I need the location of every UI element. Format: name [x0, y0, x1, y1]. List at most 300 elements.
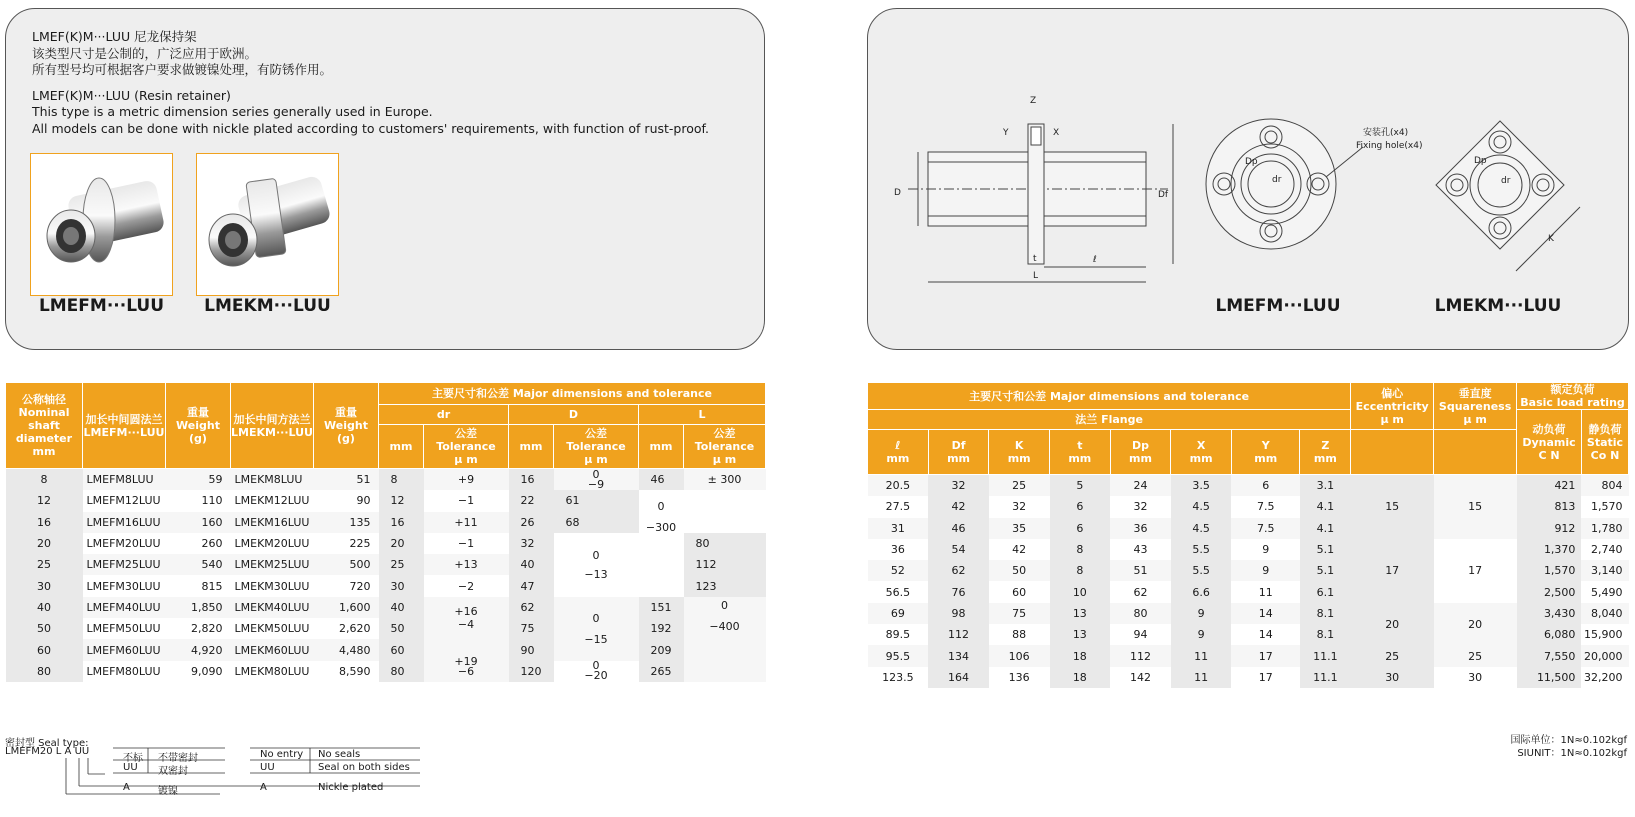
right-cell: 20.5 [868, 475, 929, 497]
left-cell: 40 [509, 554, 554, 575]
dim-L: L [1033, 271, 1039, 281]
left-cell: 16 [379, 512, 424, 533]
right-cell: 98 [928, 603, 989, 624]
left-cell: +13 [424, 554, 509, 575]
right-cell: 94 [1110, 624, 1171, 645]
right-cell: 54 [928, 539, 989, 560]
left-cell: +9 [424, 469, 509, 491]
intro-en-line1: This type is a metric dimension series generally used in Europe. [32, 104, 433, 119]
seal-en-1-code: UU [260, 762, 275, 773]
th-flange: 法兰 Flange [868, 410, 1351, 430]
th-lmefm: 加长中间圆法兰 LMEFM···LUU [83, 383, 166, 469]
seal-cn-2-desc: 镀镍 [158, 786, 178, 797]
left-cell: 192 [639, 618, 684, 639]
left-cell: 51 [314, 469, 379, 491]
right-cell: 4.5 [1171, 518, 1232, 539]
left-cell: 1,600 [314, 597, 379, 618]
right-cell: 52 [868, 560, 929, 581]
right-cell: 3.5 [1171, 475, 1232, 497]
right-cell: 36 [1110, 518, 1171, 539]
left-cell: −1 [424, 490, 509, 511]
left-cell: LMEKM40LUU [231, 597, 314, 618]
left-cell: 16 [6, 512, 83, 533]
seal-cn-1-desc: 双密封 [158, 766, 188, 777]
left-cell: 12 [6, 490, 83, 511]
squareness-cell: 15 [1434, 475, 1517, 539]
seal-en-2-code: A [260, 782, 267, 793]
right-cell: 88 [989, 624, 1050, 645]
right-cell: 76 [928, 581, 989, 602]
left-cell: 815 [166, 575, 231, 596]
left-cell: 25 [6, 554, 83, 575]
th-D-mm: mm [509, 425, 554, 469]
squareness-cell: 25 [1434, 645, 1517, 666]
left-cell: 47 [509, 575, 554, 596]
left-cell: 9,090 [166, 661, 231, 682]
dim-Y: Y [1003, 128, 1009, 138]
dim-l: ℓ [1093, 255, 1097, 265]
right-cell: 6 [1231, 475, 1300, 497]
th-major: 主要尺寸和公差 Major dimensions and tolerance [379, 383, 766, 405]
dynamic-load-cell: 813 [1517, 496, 1582, 517]
right-cell: 95.5 [868, 645, 929, 666]
right-cell: 11 [1231, 581, 1300, 602]
right-table-row [868, 475, 1629, 497]
static-load-cell: 2,740 [1581, 539, 1628, 560]
th-D-tol: 公差 Tolerance μ m [554, 425, 639, 469]
left-cell: 26 [509, 512, 554, 533]
left-cell: LMEFM50LUU [83, 618, 166, 639]
right-cell: 42 [989, 539, 1050, 560]
right-cell: 36 [868, 539, 929, 560]
right-cell: 9 [1231, 560, 1300, 581]
dynamic-load-cell: 3,430 [1517, 603, 1582, 624]
left-cell: 120 [509, 661, 554, 682]
dim-Dp-square: Dp [1474, 156, 1487, 166]
right-cell: 8.1 [1300, 624, 1351, 645]
th-l: ℓ mm [868, 430, 929, 475]
product-name-lmekm: LMEKM···LUU [204, 296, 331, 316]
left-cell: 135 [314, 512, 379, 533]
left-cell: 61 [554, 490, 639, 511]
right-cell: 8 [1050, 560, 1111, 581]
fixing-hole-en: Fixing hole(x4) [1356, 141, 1423, 151]
right-cell: 13 [1050, 603, 1111, 624]
right-cell: 11 [1171, 667, 1232, 688]
right-cell: 11 [1171, 645, 1232, 666]
left-cell: 0 −20 [554, 661, 639, 682]
left-cell: 16 [509, 469, 554, 491]
th-Y: Y mm [1231, 430, 1300, 475]
left-table-row [6, 618, 766, 639]
fixing-hole-cn: 安装孔(x4) [1363, 128, 1409, 138]
right-cell: 32 [1110, 496, 1171, 517]
dynamic-load-cell: 912 [1517, 518, 1582, 539]
seal-cn-0-desc: 不带密封 [158, 753, 198, 764]
th-weight-2: 重量 Weight (g) [314, 383, 379, 469]
intro-en-line2: All models can be done with nickle plated according to customers' requirements, with function of rust-proof. [32, 120, 709, 136]
dim-Z: Z [1030, 96, 1037, 106]
right-cell: 7.5 [1231, 496, 1300, 517]
left-cell: LMEKM8LUU [231, 469, 314, 491]
right-cell: 106 [989, 645, 1050, 666]
left-cell: 2,620 [314, 618, 379, 639]
static-load-cell: 32,200 [1581, 667, 1628, 688]
seal-cn-1-code: UU [123, 762, 138, 773]
right-cell: 7.5 [1231, 518, 1300, 539]
right-cell: 46 [928, 518, 989, 539]
right-cell: 62 [1110, 581, 1171, 602]
eccentricity-cell: 17 [1351, 539, 1434, 603]
right-cell: 5 [1050, 475, 1111, 497]
unit-note-cn: 国际单位：1N≈0.102kgf [1510, 735, 1627, 746]
right-cell: 112 [1110, 645, 1171, 666]
th-static: 静负荷 Static Co N [1581, 410, 1628, 475]
right-cell: 25 [989, 475, 1050, 497]
bearing-square-flange-image [197, 154, 337, 294]
drawing-name-lmefm: LMEFM···LUU [1215, 296, 1341, 316]
drawing-name-lmekm: LMEKM···LUU [1434, 296, 1562, 316]
right-cell: 14 [1231, 624, 1300, 645]
eccentricity-cell: 30 [1351, 667, 1434, 688]
left-cell: 8,590 [314, 661, 379, 682]
right-cell: 62 [928, 560, 989, 581]
left-cell: LMEFM16LUU [83, 512, 166, 533]
dynamic-load-cell: 1,570 [1517, 560, 1582, 581]
intro-cn-title: LMEF(K)M···LUU 尼龙保持架 [32, 29, 197, 44]
right-table-row [868, 667, 1629, 688]
th-dr: dr [379, 405, 509, 425]
right-table-row [868, 603, 1629, 624]
eccentricity-cell: 25 [1351, 645, 1434, 666]
static-load-cell: 804 [1581, 475, 1628, 497]
static-load-cell: 3,140 [1581, 560, 1628, 581]
th-X: X mm [1171, 430, 1232, 475]
left-cell: 4,480 [314, 639, 379, 660]
right-cell: 136 [989, 667, 1050, 688]
dynamic-load-cell: 2,500 [1517, 581, 1582, 602]
right-cell: 4.5 [1171, 496, 1232, 517]
seal-en-1-desc: Seal on both sides [318, 762, 410, 773]
dynamic-load-cell: 1,370 [1517, 539, 1582, 560]
th-Z: Z mm [1300, 430, 1351, 475]
th-weight-1: 重量 Weight (g) [166, 383, 231, 469]
seal-cn-2-code: A [123, 782, 130, 793]
right-cell: 60 [989, 581, 1050, 602]
th-major-r: 主要尺寸和公差 Major dimensions and tolerance [868, 383, 1351, 410]
right-cell: 69 [868, 603, 929, 624]
left-cell: +16 −4 [424, 597, 509, 640]
right-cell: 3.1 [1300, 475, 1351, 497]
left-table-row [6, 639, 766, 660]
left-cell: 260 [166, 533, 231, 554]
right-cell: 5.5 [1171, 539, 1232, 560]
dim-t: t [1033, 254, 1037, 264]
dim-dr-square: dr [1501, 176, 1511, 186]
right-cell: 10 [1050, 581, 1111, 602]
left-cell: 12 [379, 490, 424, 511]
left-table-row [6, 469, 766, 491]
left-cell: 540 [166, 554, 231, 575]
left-cell: LMEFM12LUU [83, 490, 166, 511]
seal-en-0-desc: No seals [318, 749, 361, 760]
right-cell: 13 [1050, 624, 1111, 645]
squareness-cell: 30 [1434, 667, 1517, 688]
intro-cn-line2: 所有型号均可根据客户要求做镀镍处理，有防锈作用。 [32, 62, 333, 77]
th-sq-spacer [1434, 430, 1517, 475]
left-cell: 50 [6, 618, 83, 639]
intro-panel [5, 8, 765, 350]
right-cell: 6.1 [1300, 581, 1351, 602]
right-cell: 17 [1231, 667, 1300, 688]
left-cell: LMEKM60LUU [231, 639, 314, 660]
th-load: 额定负荷 Basic load rating [1517, 383, 1629, 410]
left-cell: 225 [314, 533, 379, 554]
squareness-cell: 20 [1434, 603, 1517, 646]
left-cell: 80 [379, 661, 424, 682]
dynamic-load-cell: 6,080 [1517, 624, 1582, 645]
th-dr-tol: 公差 Tolerance μ m [424, 425, 509, 469]
right-table-row [868, 645, 1629, 666]
dim-K: K [1548, 234, 1554, 244]
left-cell: 2,820 [166, 618, 231, 639]
left-cell: +11 [424, 512, 509, 533]
th-L: L [639, 405, 766, 425]
bearing-round-flange-image [31, 154, 171, 294]
th-ecc-spacer [1351, 430, 1434, 475]
eccentricity-cell: 15 [1351, 475, 1434, 539]
static-load-cell: 5,490 [1581, 581, 1628, 602]
th-D: D [509, 405, 639, 425]
right-cell: 6.6 [1171, 581, 1232, 602]
left-cell: 25 [379, 554, 424, 575]
left-cell: 0 −400 [684, 597, 766, 682]
right-cell: 75 [989, 603, 1050, 624]
left-cell: 40 [379, 597, 424, 618]
left-cell: 123 [684, 575, 766, 596]
left-cell: LMEFM8LUU [83, 469, 166, 491]
left-cell: LMEFM60LUU [83, 639, 166, 660]
dim-D: D [894, 188, 901, 198]
right-spec-table [867, 382, 1629, 688]
right-cell: 4.1 [1300, 496, 1351, 517]
seal-cn-0-code: 不标 [123, 753, 143, 764]
right-cell: 18 [1050, 645, 1111, 666]
dim-dr-round: dr [1272, 175, 1282, 185]
left-cell: 4,920 [166, 639, 231, 660]
left-cell: LMEFM40LUU [83, 597, 166, 618]
left-cell: LMEKM50LUU [231, 618, 314, 639]
th-Dp: Dp mm [1110, 430, 1171, 475]
left-cell: 32 [509, 533, 554, 554]
unit-note [1510, 734, 1627, 760]
right-cell: 9 [1231, 539, 1300, 560]
left-cell: 75 [509, 618, 554, 639]
left-cell: 62 [509, 597, 554, 618]
right-cell: 24 [1110, 475, 1171, 497]
th-L-mm: mm [639, 425, 684, 469]
left-cell: 8 [379, 469, 424, 491]
right-cell: 11.1 [1300, 667, 1351, 688]
th-dynamic: 动负荷 Dynamic C N [1517, 410, 1582, 475]
left-cell: 22 [509, 490, 554, 511]
product-photo-lmefm [30, 153, 173, 296]
left-cell: −1 [424, 533, 509, 554]
unit-note-en: SIUNIT：1N≈0.102kgf [1517, 748, 1627, 759]
right-cell: 9 [1171, 624, 1232, 645]
right-cell: 4.1 [1300, 518, 1351, 539]
left-table-row [6, 661, 766, 682]
right-cell: 164 [928, 667, 989, 688]
seal-lines [0, 746, 430, 806]
left-cell: 60 [6, 639, 83, 660]
left-cell: 40 [6, 597, 83, 618]
left-cell: 110 [166, 490, 231, 511]
left-cell: 0 −300 [639, 490, 684, 596]
squareness-cell: 17 [1434, 539, 1517, 603]
dynamic-load-cell: 7,550 [1517, 645, 1582, 666]
left-cell: 50 [379, 618, 424, 639]
seal-en-0-code: No entry [260, 749, 304, 760]
left-cell: 0 −15 [554, 597, 639, 661]
th-K: K mm [989, 430, 1050, 475]
right-cell: 50 [989, 560, 1050, 581]
left-cell: 8 [6, 469, 83, 491]
static-load-cell: 1,780 [1581, 518, 1628, 539]
th-ecc: 偏心 Eccentricity μ m [1351, 383, 1434, 430]
seal-title: 密封型 Seal type: [5, 738, 89, 749]
left-cell: LMEFM30LUU [83, 575, 166, 596]
left-cell: LMEFM25LUU [83, 554, 166, 575]
left-cell: −2 [424, 575, 509, 596]
left-cell: 30 [379, 575, 424, 596]
right-cell: 5.1 [1300, 560, 1351, 581]
right-cell: 32 [928, 475, 989, 497]
right-cell: 6 [1050, 496, 1111, 517]
right-cell: 8.1 [1300, 603, 1351, 624]
right-cell: 80 [1110, 603, 1171, 624]
left-cell: 151 [639, 597, 684, 618]
dynamic-load-cell: 421 [1517, 475, 1582, 497]
left-cell: LMEKM16LUU [231, 512, 314, 533]
dim-X: X [1053, 128, 1060, 138]
right-cell: 31 [868, 518, 929, 539]
th-Df: Df mm [928, 430, 989, 475]
left-cell: 265 [639, 661, 684, 682]
eccentricity-cell: 20 [1351, 603, 1434, 646]
left-cell: LMEKM80LUU [231, 661, 314, 682]
left-table-row [6, 597, 766, 618]
dynamic-load-cell: 11,500 [1517, 667, 1582, 688]
right-cell: 11.1 [1300, 645, 1351, 666]
right-cell: 89.5 [868, 624, 929, 645]
left-cell: 112 [684, 554, 766, 575]
left-cell: LMEKM25LUU [231, 554, 314, 575]
right-cell: 5.1 [1300, 539, 1351, 560]
left-cell: 20 [379, 533, 424, 554]
seal-model: LMEFM20 L A UU [5, 746, 90, 757]
right-cell: 43 [1110, 539, 1171, 560]
dim-Dp-round: Dp [1245, 157, 1258, 167]
left-spec-table [5, 382, 766, 682]
left-cell: LMEFM20LUU [83, 533, 166, 554]
left-cell: LMEKM20LUU [231, 533, 314, 554]
right-cell: 112 [928, 624, 989, 645]
left-cell: LMEKM12LUU [231, 490, 314, 511]
left-cell: 68 [554, 512, 639, 533]
right-table-row [868, 539, 1629, 560]
right-cell: 27.5 [868, 496, 929, 517]
drawing-panel [867, 8, 1629, 350]
left-cell: 500 [314, 554, 379, 575]
intro-text [32, 29, 709, 137]
left-cell: 30 [6, 575, 83, 596]
product-photo-lmekm [196, 153, 339, 296]
right-cell: 51 [1110, 560, 1171, 581]
right-cell: 18 [1050, 667, 1111, 688]
left-table-row [6, 490, 766, 511]
left-cell: 80 [684, 533, 766, 554]
right-cell: 32 [989, 496, 1050, 517]
left-cell: 90 [314, 490, 379, 511]
th-t: t mm [1050, 430, 1111, 475]
left-cell: 720 [314, 575, 379, 596]
left-cell: 0 −9 [554, 469, 639, 491]
right-cell: 56.5 [868, 581, 929, 602]
th-shaft: 公称轴径 Nominal shaft diameter mm [6, 383, 83, 469]
right-cell: 35 [989, 518, 1050, 539]
intro-cn-line1: 该类型尺寸是公制的，广泛应用于欧洲。 [32, 45, 258, 61]
intro-en-title: LMEF(K)M···LUU (Resin retainer) [32, 87, 231, 103]
dim-Df: Df [1158, 190, 1169, 200]
right-cell: 5.5 [1171, 560, 1232, 581]
product-name-lmefm: LMEFM···LUU [38, 296, 165, 316]
left-cell: 80 [6, 661, 83, 682]
right-cell: 6 [1050, 518, 1111, 539]
seal-en-2-desc: Nickle plated [318, 782, 384, 793]
left-cell: 160 [166, 512, 231, 533]
left-cell: LMEKM30LUU [231, 575, 314, 596]
right-cell: 42 [928, 496, 989, 517]
left-cell: 59 [166, 469, 231, 491]
right-cell: 9 [1171, 603, 1232, 624]
right-cell: 14 [1231, 603, 1300, 624]
static-load-cell: 1,570 [1581, 496, 1628, 517]
left-cell: 1,850 [166, 597, 231, 618]
right-cell: 8 [1050, 539, 1111, 560]
left-cell: ± 300 [684, 469, 766, 491]
right-cell: 134 [928, 645, 989, 666]
th-dr-mm: mm [379, 425, 424, 469]
left-cell: LMEFM80LUU [83, 661, 166, 682]
th-sq: 垂直度 Squareness μ m [1434, 383, 1517, 430]
static-load-cell: 20,000 [1581, 645, 1628, 666]
left-cell: 60 [379, 639, 424, 660]
left-cell: 0 −13 [554, 533, 639, 597]
right-cell: 17 [1231, 645, 1300, 666]
right-cell: 123.5 [868, 667, 929, 688]
th-lmekm: 加长中间方法兰 LMEKM···LUU [231, 383, 314, 469]
left-cell: 90 [509, 639, 554, 660]
static-load-cell: 15,900 [1581, 624, 1628, 645]
th-L-tol: 公差 Tolerance μ m [684, 425, 766, 469]
left-cell: 46 [639, 469, 684, 491]
left-cell: +19 −6 [424, 639, 509, 682]
left-cell: 209 [639, 639, 684, 660]
static-load-cell: 8,040 [1581, 603, 1628, 624]
left-cell: 20 [6, 533, 83, 554]
right-cell: 142 [1110, 667, 1171, 688]
